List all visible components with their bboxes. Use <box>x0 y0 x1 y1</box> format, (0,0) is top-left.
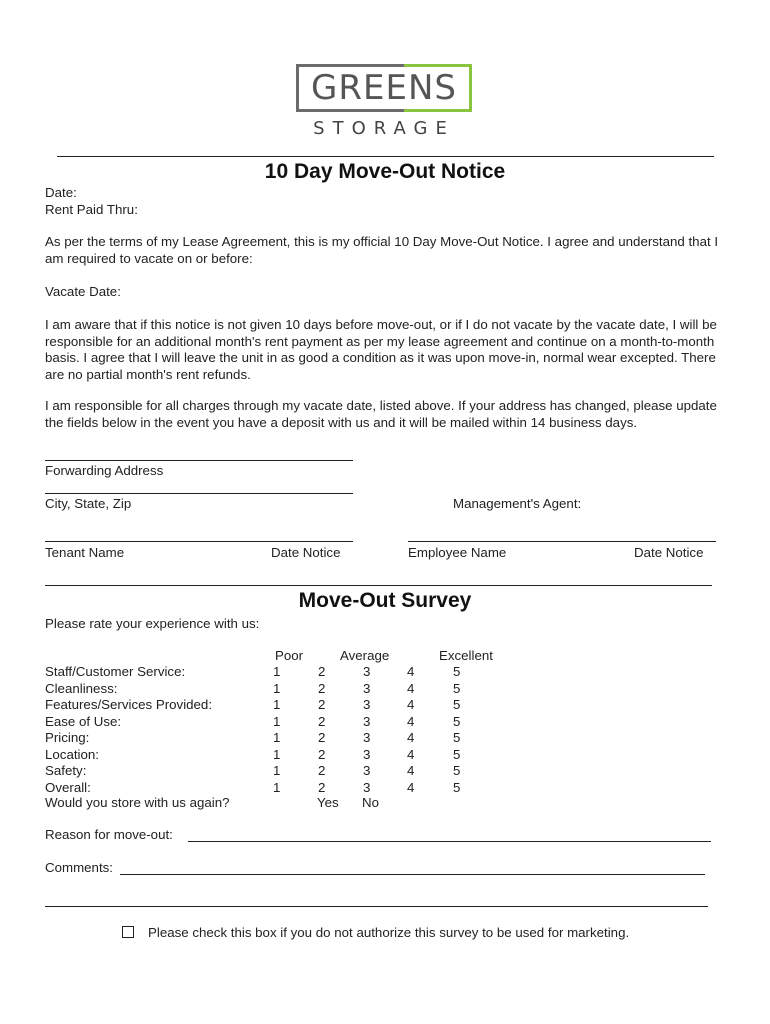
vacate-date-label: Vacate Date: <box>45 284 121 299</box>
rating-option[interactable]: 5 <box>453 664 461 679</box>
rating-option[interactable]: 1 <box>273 697 281 712</box>
survey-row-label: Overall: <box>45 779 91 795</box>
survey-row-label: Features/Services Provided: <box>45 697 213 712</box>
rating-option[interactable]: 4 <box>407 664 415 679</box>
comments-label: Comments: <box>45 860 113 875</box>
store-again-yes[interactable]: Yes <box>317 795 339 810</box>
notice-title: 10 Day Move-Out Notice <box>264 160 506 183</box>
employee-name-label: Employee Name <box>408 545 507 560</box>
rating-option[interactable]: 5 <box>453 680 461 696</box>
scale-header-excellent: Excellent <box>439 648 493 663</box>
rating-option[interactable]: 1 <box>273 746 281 762</box>
marketing-checkbox[interactable] <box>122 926 134 938</box>
rating-option[interactable]: 2 <box>318 746 326 762</box>
rating-option[interactable]: 2 <box>318 664 326 679</box>
rating-option[interactable]: 3 <box>363 746 371 762</box>
store-again-label: Would you store with us again? <box>45 795 230 810</box>
rating-option[interactable]: 1 <box>273 713 281 729</box>
marketing-opt-out <box>122 925 629 940</box>
rating-option[interactable]: 1 <box>273 779 281 795</box>
rating-option[interactable]: 5 <box>453 746 461 762</box>
survey-title: Move-Out Survey <box>298 589 472 612</box>
comments-line-2[interactable] <box>45 906 708 907</box>
survey-row-label: Safety: <box>45 763 87 778</box>
rating-option[interactable]: 3 <box>363 779 371 795</box>
charges-paragraph: I am responsible for all charges through my vacate date, listed above. If your address has changed, please update the fields below in the event you have a deposit with us and it will be mailed within 14 business days. <box>45 398 717 430</box>
survey-row-label: Pricing: <box>45 730 90 745</box>
management-agent-label: Management's Agent: <box>453 496 582 511</box>
rating-option[interactable]: 2 <box>318 680 326 696</box>
rating-option[interactable]: 4 <box>407 730 415 745</box>
marketing-text: Please check this box if you do not authorize this survey to be used for marketing. <box>148 925 630 940</box>
rating-option[interactable]: 5 <box>453 730 461 745</box>
rating-option[interactable]: 5 <box>453 763 461 778</box>
rating-option[interactable]: 2 <box>318 713 326 729</box>
rating-option[interactable]: 4 <box>407 680 415 696</box>
tenant-name-label: Tenant Name <box>45 545 125 560</box>
rating-option[interactable]: 1 <box>273 664 281 679</box>
rating-option[interactable]: 5 <box>453 779 461 795</box>
reason-line[interactable] <box>188 841 711 842</box>
employee-signature-line[interactable] <box>408 541 716 542</box>
reason-label: Reason for move-out: <box>45 827 173 842</box>
scale-header-average: Average <box>340 648 390 663</box>
rating-option[interactable]: 2 <box>318 697 326 712</box>
rating-option[interactable]: 5 <box>453 697 461 712</box>
survey-row-label: Ease of Use: <box>45 713 122 729</box>
rating-option[interactable]: 3 <box>363 730 371 745</box>
date-label: Date: <box>45 185 77 200</box>
city-state-zip-label: City, State, Zip <box>45 496 132 511</box>
rating-option[interactable]: 3 <box>363 763 371 778</box>
city-state-zip-line[interactable] <box>45 493 353 494</box>
rating-option[interactable]: 1 <box>273 730 281 745</box>
rating-option[interactable]: 3 <box>363 664 371 679</box>
rating-option[interactable]: 4 <box>407 779 415 795</box>
scale-header-poor: Poor <box>275 648 304 663</box>
comments-line[interactable] <box>120 874 705 875</box>
responsibility-paragraph: I am aware that if this notice is not given 10 days before move-out, or if I do not vacate by the vacate date, I will be responsible for an additional month's rent payment as per my lease agreement and continue on a month-to-month basis. I agree that I will leave the unit in as good a condition as it was upon move-in, normal wear excepted. There are no partial month's rent refunds. <box>45 317 717 382</box>
rating-option[interactable]: 5 <box>453 713 461 729</box>
employee-date-notice-label: Date Notice <box>634 545 704 560</box>
rating-option[interactable]: 4 <box>407 713 415 729</box>
rating-option[interactable]: 1 <box>273 680 281 696</box>
store-again-no[interactable]: No <box>362 795 379 810</box>
survey-row-label: Staff/Customer Service: <box>45 664 186 679</box>
section-divider-rule <box>45 585 712 586</box>
header-rule <box>57 156 714 157</box>
rating-option[interactable]: 4 <box>407 746 415 762</box>
survey-prompt: Please rate your experience with us: <box>45 616 260 631</box>
rating-option[interactable]: 3 <box>363 697 371 712</box>
rating-option[interactable]: 4 <box>407 697 415 712</box>
forwarding-address-line[interactable] <box>45 460 353 461</box>
tenant-signature-line[interactable] <box>45 541 353 542</box>
forwarding-address-label: Forwarding Address <box>45 463 164 478</box>
rating-option[interactable]: 1 <box>273 763 281 778</box>
rating-option[interactable]: 2 <box>318 730 326 745</box>
rating-option[interactable]: 4 <box>407 763 415 778</box>
survey-row-label: Cleanliness: <box>45 680 118 696</box>
rating-option[interactable]: 3 <box>363 713 371 729</box>
rating-option[interactable]: 2 <box>318 763 326 778</box>
survey-row-label: Location: <box>45 746 99 762</box>
terms-paragraph: As per the terms of my Lease Agreement, this is my official 10 Day Move-Out Notice. I agree and understand that I am required to vacate on or before: <box>45 234 719 266</box>
rent-paid-label: Rent Paid Thru: <box>45 202 138 217</box>
tenant-date-notice-label: Date Notice <box>271 545 341 560</box>
logo-wordmark: GREENS <box>311 68 457 108</box>
logo-subtitle: STORAGE <box>313 118 455 139</box>
rating-option[interactable]: 2 <box>318 779 326 795</box>
rating-option[interactable]: 3 <box>363 680 371 696</box>
